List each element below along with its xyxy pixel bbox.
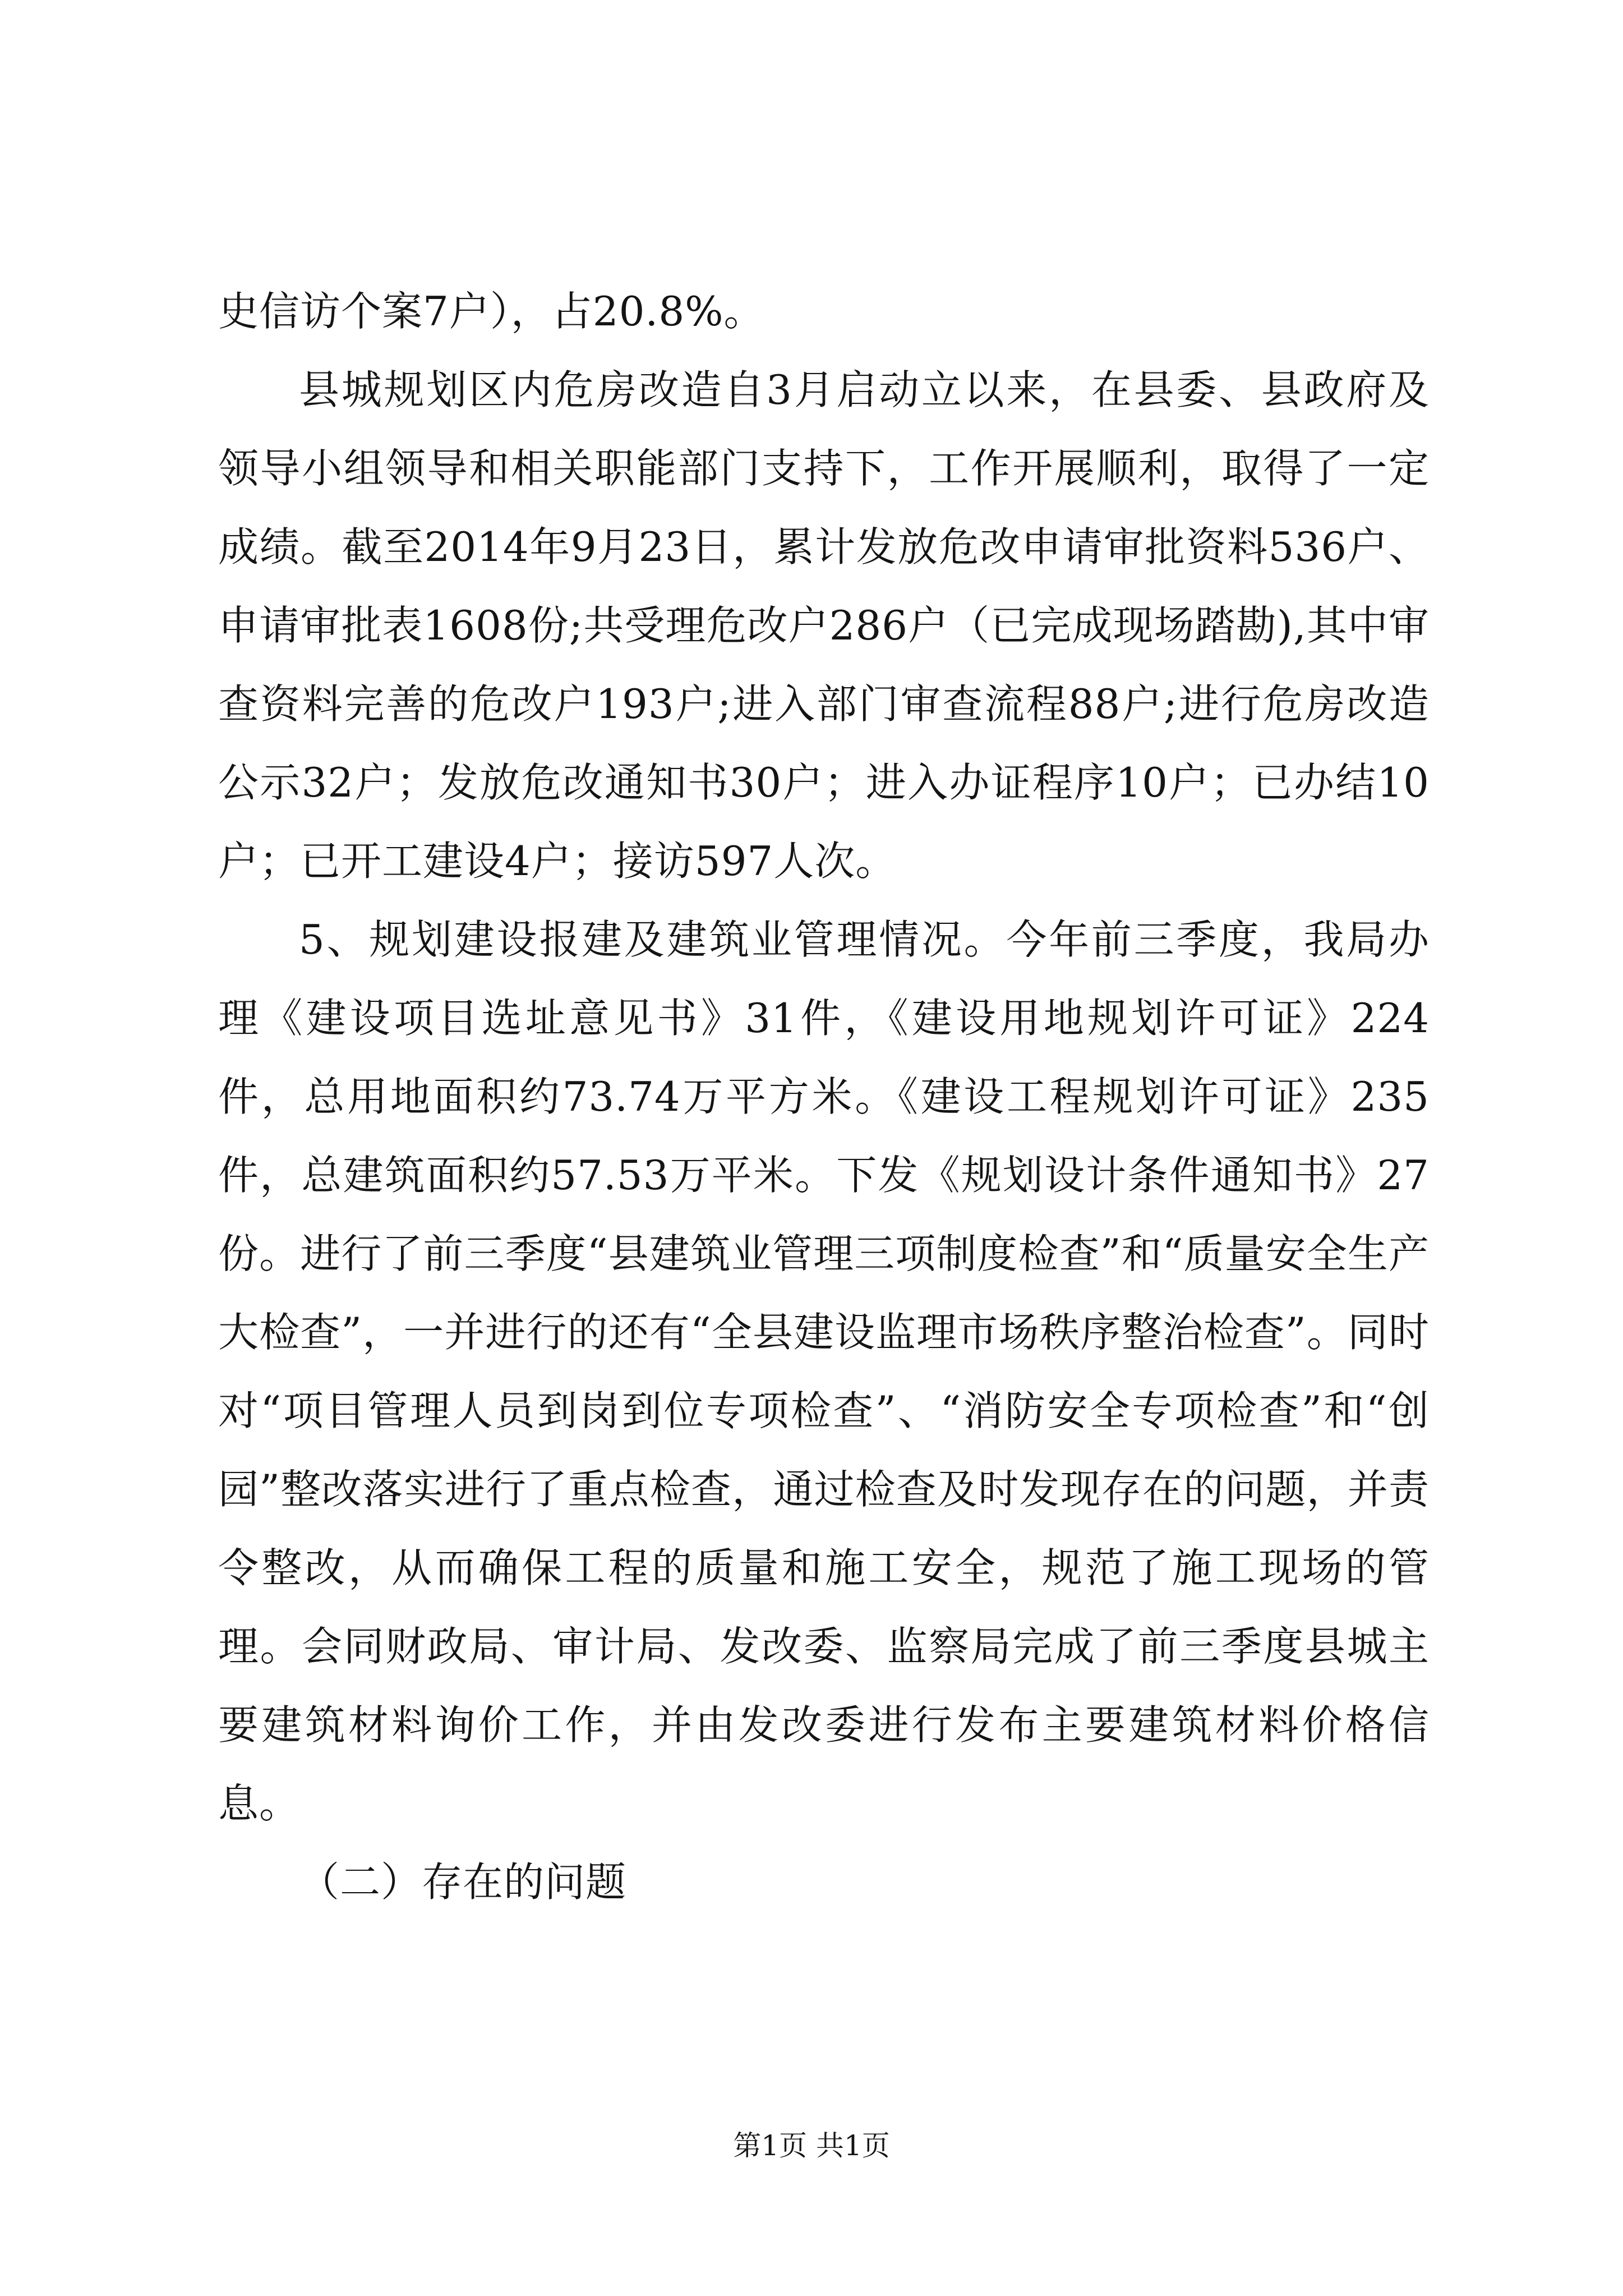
paragraph-planning-construction: 5、规划建设报建及建筑业管理情况。今年前三季度，我局办理《建设项目选址意见书》31件，《建设用地规划许可证》224件，总用地面积约73.74万平方米。《建设工程规划许可证》235件，总建筑面积约57.53万平米。下发《规划设计条件通知书》27份。进行了前三季度“县建筑业管理三项制度检查”和“质量安全生产大检查”，一并进行的还有“全县建设监理市场秩序整治检查”。同时对“项目管理人员到岗到位专项检查”、“消防安全专项检查”和“创园”整改落实进行了重点检查，通过检查及时发现存在的问题，并责令整改，从而确保工程的质量和施工安全，规范了施工现场的管理。会同财政局、审计局、发改委、监察局完成了前三季度县城主要建筑材料询价工作，并由发改委进行发布主要建筑材料价格信息。 [218, 916, 1430, 1827]
document-body [218, 272, 1430, 1921]
page-footer: 第1页 共1页 [733, 2129, 890, 2162]
section-heading: （二）存在的问题 [299, 1858, 627, 1906]
paragraph-housing-renovation: 县城规划区内危房改造自3月启动立以来，在县委、县政府及领导小组领导和相关职能部门支持下，工作开展顺利，取得了一定成绩。截至2014年9月23日，累计发放危改申请审批资料536户、申请审批表1608份;共受理危改户286户（已完成现场踏勘),其中审查资料完善的危改户193户;进入部门审查流程88户;进行危房改造公示32户；发放危改通知书30户；进入办证程序10户；已办结10户；已开工建设4户；接访597人次。 [218, 366, 1430, 885]
paragraph-continuation: 史信访个案7户），占20.8%。 [218, 288, 765, 335]
